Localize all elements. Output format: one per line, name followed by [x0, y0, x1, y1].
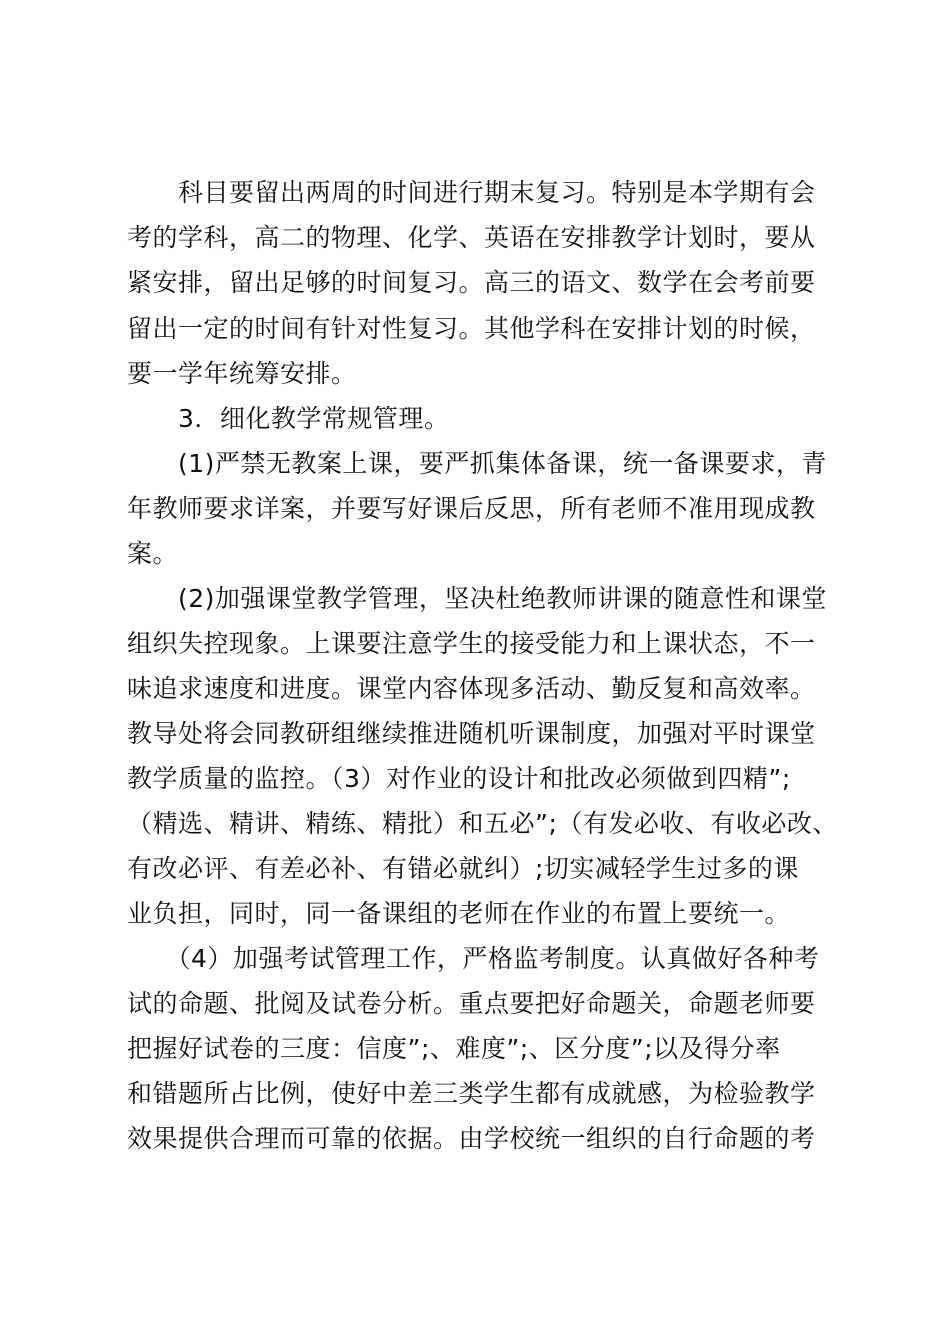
text-line: 和错题所占比例，使好中差三类学生都有成就感，为检验教学 — [127, 1079, 816, 1108]
text-line: 年教师要求详案，并要写好课后反思，所有老师不准用现成教 — [127, 494, 816, 523]
text-line: 味追求速度和进度。课堂内容体现多活动、勤反复和高效率。 — [127, 674, 816, 703]
text-line: 紧安排，留出足够的时间复习。高三的语文、数学在会考前要 — [127, 268, 816, 297]
text-line: 试的命题、批阅及试卷分析。重点要把好命题关，命题老师要 — [127, 989, 816, 1018]
text-line: 教导处将会同教研组继续推进随机听课制度，加强对平时课堂 — [127, 719, 816, 748]
section-heading: 3．细化教学常规管理。 — [127, 404, 450, 433]
text-line: 业负担，同时，同一备课组的老师在作业的布置上要统一。 — [127, 899, 791, 928]
text-line: （4）加强考试管理工作，严格监考制度。认真做好各种考 — [127, 944, 820, 973]
text-line: (2)加强课堂教学管理，坚决杜绝教师讲课的随意性和课堂 — [127, 584, 827, 613]
text-line: 要一学年统筹安排。 — [127, 359, 357, 388]
text-line: 科目要留出两周的时间进行期末复习。特别是本学期有会 — [127, 178, 816, 207]
text-line: 有改必评、有差必补、有错必就纠）;切实减轻学生过多的课 — [127, 854, 799, 883]
text-line: 考的学科，高二的物理、化学、英语在安排教学计划时，要从 — [127, 223, 816, 252]
text-line: （精选、精讲、精练、精批）和五必”;（有发必收、有收必改、 — [127, 809, 838, 838]
text-line: 把握好试卷的三度：信度”;、难度”;、区分度”;以及得分率 — [127, 1034, 781, 1063]
text-line: 案。 — [127, 539, 179, 568]
text-line: 教学质量的监控。（3）对作业的设计和批改必须做到四精”; — [127, 764, 791, 793]
text-line: 留出一定的时间有针对性复习。其他学科在安排计划的时候， — [127, 314, 816, 343]
text-line: 效果提供合理而可靠的依据。由学校统一组织的自行命题的考 — [127, 1124, 816, 1153]
text-line: (1)严禁无教案上课，要严抓集体备课，统一备课要求，青 — [127, 449, 827, 478]
text-line: 组织失控现象。上课要注意学生的接受能力和上课状态，不一 — [127, 629, 816, 658]
